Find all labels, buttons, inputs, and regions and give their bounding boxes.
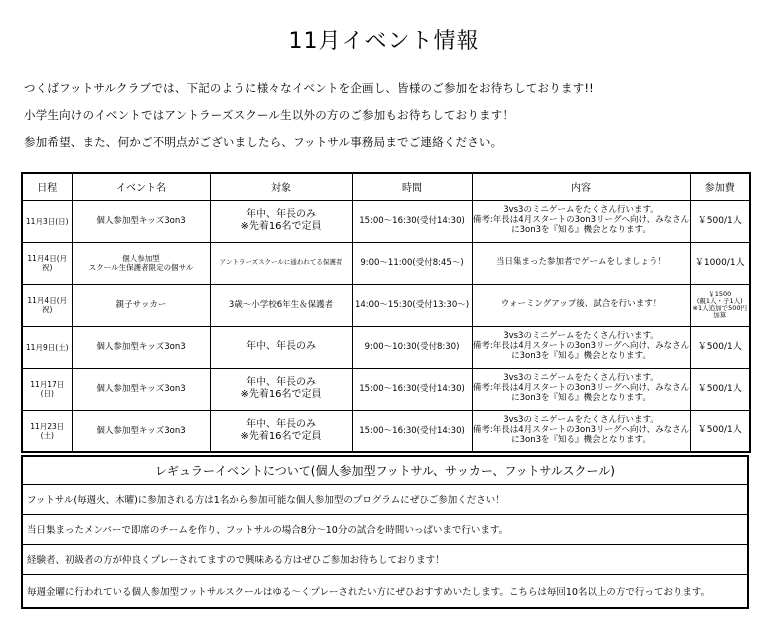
intro-line: つくばフットサルクラブでは、下記のように様々なイベントを企画し、皆様のご参加をお待ちしております!! xyxy=(24,81,594,95)
cell-date: 11月9日(土) xyxy=(22,326,72,368)
header-time: 時間 xyxy=(352,173,472,200)
cell-time: 15:00～16:30(受付14:30) xyxy=(352,200,472,242)
header-content: 内容 xyxy=(472,173,690,200)
cell-event-name: 個人参加型 スクール生保護者限定の個サル xyxy=(72,242,210,284)
cell-fee: ￥1500 (親1人・子1人) ※1人追加で500円加算 xyxy=(690,284,750,326)
regular-line: 毎週金曜に行われている個人参加型フットサルスクールはゆる～くプレーされたい方にぜひおすすめいたします。こちらは毎回10名以上の方で行っております。 xyxy=(22,574,748,608)
cell-date: 11月4日(月祝) xyxy=(22,242,72,284)
event-table xyxy=(21,172,751,453)
header-date: 日程 xyxy=(22,173,72,200)
cell-time: 15:00～16:30(受付14:30) xyxy=(352,410,472,452)
regular-line: フットサル(毎週火、木曜)に参加される方は1名から参加可能な個人参加型のプログラムにぜひご参加ください！ xyxy=(22,484,748,514)
cell-fee: ￥500/1人 xyxy=(690,326,750,368)
cell-fee: ￥500/1人 xyxy=(690,410,750,452)
table-row xyxy=(22,410,750,452)
cell-content: 3vs3のミニゲームをたくさん行います。 備考:年長は4月スタートの3on3リーグへ向け、みなさんに3on3を『知る』機会となります。 xyxy=(472,326,690,368)
cell-fee: ￥500/1人 xyxy=(690,200,750,242)
regular-events-table xyxy=(21,455,749,609)
cell-date: 11月17日 (日) xyxy=(22,368,72,410)
cell-target: 3歳～小学校6年生＆保護者 xyxy=(210,284,352,326)
header-target: 対象 xyxy=(210,173,352,200)
intro-line: 参加希望、また、何かご不明点がございましたら、フットサル事務局までご連絡ください。 xyxy=(24,135,503,149)
cell-content: 当日集まった参加者でゲームをしましょう！ xyxy=(472,242,690,284)
cell-date: 11月23日 (土) xyxy=(22,410,72,452)
cell-content: 3vs3のミニゲームをたくさん行います。 備考:年長は4月スタートの3on3リーグへ向け、みなさんに3on3を『知る』機会となります。 xyxy=(472,410,690,452)
table-row xyxy=(22,326,750,368)
cell-content: 3vs3のミニゲームをたくさん行います。 備考:年長は4月スタートの3on3リーグへ向け、みなさんに3on3を『知る』機会となります。 xyxy=(472,200,690,242)
page-title: 11月イベント情報 xyxy=(288,29,480,54)
intro-line: 小学生向けのイベントではアントラーズスクール生以外の方のご参加もお待ちしております！ xyxy=(24,108,515,122)
table-row xyxy=(22,200,750,242)
table-row xyxy=(22,242,750,284)
cell-event-name: 個人参加型キッズ3on3 xyxy=(72,200,210,242)
cell-target: 年中、年長のみ xyxy=(210,326,352,368)
cell-event-name: 個人参加型キッズ3on3 xyxy=(72,368,210,410)
header-fee: 参加費 xyxy=(690,173,750,200)
cell-content: ウォーミングアップ後、試合を行います！ xyxy=(472,284,690,326)
cell-date: 11月3日(日) xyxy=(22,200,72,242)
cell-fee: ￥1000/1人 xyxy=(690,242,750,284)
cell-time: 14:00～15:30(受付13:30～) xyxy=(352,284,472,326)
cell-date: 11月4日(月祝) xyxy=(22,284,72,326)
table-row xyxy=(22,368,750,410)
regular-line: 経験者、初級者の方が仲良くプレーされてますので興味ある方はぜひご参加お待ちしております！ xyxy=(22,544,748,574)
table-row xyxy=(22,284,750,326)
cell-target: 年中、年長のみ ※先着16名で定員 xyxy=(210,410,352,452)
cell-event-name: 個人参加型キッズ3on3 xyxy=(72,326,210,368)
cell-event-name: 個人参加型キッズ3on3 xyxy=(72,410,210,452)
regular-line: 当日集まったメンバーで即席のチームを作り、フットサルの場合8分～10分の試合を時間いっぱいまで行います。 xyxy=(22,514,748,544)
cell-target: 年中、年長のみ ※先着16名で定員 xyxy=(210,368,352,410)
cell-content: 3vs3のミニゲームをたくさん行います。 備考:年長は4月スタートの3on3リーグへ向け、みなさんに3on3を『知る』機会となります。 xyxy=(472,368,690,410)
table-header-row xyxy=(22,173,750,200)
cell-target: 年中、年長のみ ※先着16名で定員 xyxy=(210,200,352,242)
regular-heading: レギュラーイベントについて(個人参加型フットサル、サッカー、フットサルスクール) xyxy=(22,456,748,484)
cell-fee: ￥500/1人 xyxy=(690,368,750,410)
cell-time: 9:00～10:30(受付8:30) xyxy=(352,326,472,368)
cell-target: アントラーズスクールに通われてる保護者 xyxy=(210,242,352,284)
cell-event-name: 親子サッカー xyxy=(72,284,210,326)
header-event-name: イベント名 xyxy=(72,173,210,200)
cell-time: 9:00～11:00(受付8:45～) xyxy=(352,242,472,284)
cell-time: 15:00～16:30(受付14:30) xyxy=(352,368,472,410)
